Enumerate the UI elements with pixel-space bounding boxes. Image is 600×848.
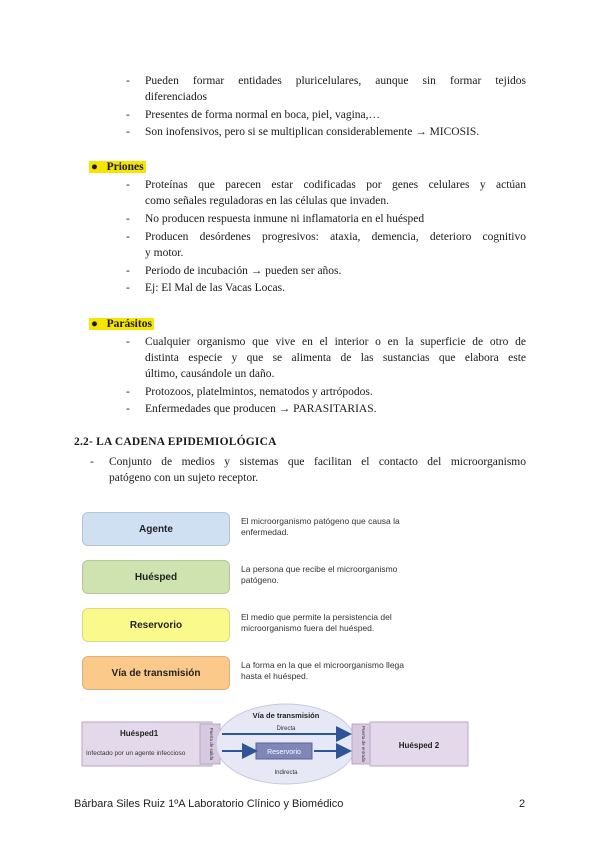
chain-box-reservorio: Reservorio (82, 608, 230, 642)
chain-desc: La persona que recibe el microorganismo patógeno. (241, 564, 398, 585)
chain-box-agente: Agente (82, 512, 230, 546)
list-item-line: Producen desórdenes progresivos: ataxia, demencia, deterioro cognitivo (145, 231, 526, 243)
list-dash: - (126, 231, 130, 243)
route-indirect-label: Indirecta (274, 770, 298, 776)
list-item-line: Proteínas que parecen estar codificadas por genes celulares y actúan (145, 179, 526, 191)
chain-desc: El medio que permite la persistencia del microorganismo fuera del huésped. (241, 612, 392, 633)
list-item-line: como señales reguladoras en las células que invaden. (145, 195, 389, 207)
list-dash: - (126, 386, 130, 398)
footer-author: Bárbara Siles Ruiz 1ºA Laboratorio Clínico y Biomédico (74, 798, 344, 810)
bullet-dot-icon: ● (91, 161, 107, 173)
list-dash: - (126, 75, 130, 87)
chain-box-via: Vía de transmisión (82, 656, 230, 690)
chain-desc: La forma en la que el microorganismo llega hasta el huésped. (241, 660, 405, 681)
list-dash: - (126, 265, 130, 277)
host1-title: Huésped1 (120, 729, 159, 738)
reservoir-label: Reservorio (267, 749, 301, 756)
list-item-line: y motor. (145, 247, 184, 259)
chain-desc: El microorganismo patógeno que causa la enfermedad. (241, 516, 400, 537)
list-item-line: distinta especie y que se alimenta de las sustancias que elabora este (145, 352, 526, 364)
list-dash: - (126, 403, 130, 415)
section-title: Parásitos (106, 318, 152, 330)
list-item-line: Pueden formar entidades pluricelulares, aunque sin formar tejidos (145, 75, 526, 87)
route-direct-label: Directa (276, 726, 296, 732)
list-item-line: Cualquier organismo que vive en el interior o en la superficie de otro de (145, 336, 526, 348)
section-heading-priones (89, 160, 146, 175)
list-item-line: Presentes de forma normal en boca, piel, vagina,… (145, 109, 381, 121)
entry-door-label: Puerta de entrada (361, 725, 366, 763)
page-number: 2 (519, 798, 526, 810)
section-heading-cadena: 2.2- LA CADENA EPIDEMIOLÓGICA (74, 436, 277, 448)
list-item-line: Ej: El Mal de las Vacas Locas. (145, 282, 285, 294)
host1-sub: Infectado por un agente infeccioso (86, 750, 186, 757)
host2-title: Huésped 2 (398, 741, 440, 750)
list-dash: - (126, 126, 130, 138)
route-title: Vía de transmisión (252, 711, 320, 720)
list-item-line: No producen respuesta inmune ni inflamatoria en el huésped (145, 213, 425, 225)
intro-line: patógeno con un sujeto receptor. (109, 472, 259, 484)
list-item-line: Periodo de incubación → pueden ser años. (145, 265, 342, 277)
list-item-line: Enfermedades que producen → PARASITARIAS. (145, 403, 377, 415)
list-item-line: último, causándole un daño. (145, 368, 275, 380)
list-item-line: Protozoos, platelmintos, nematodos y artrópodos. (145, 386, 373, 398)
list-dash: - (126, 109, 130, 121)
list-item-line: diferenciados (145, 91, 207, 103)
list-dash: - (90, 456, 94, 468)
list-dash: - (126, 179, 130, 191)
list-dash: - (126, 336, 130, 348)
transmission-diagram (74, 700, 474, 786)
list-dash: - (126, 213, 130, 225)
exit-door-label: Puerta de salida (209, 727, 214, 761)
intro-line: Conjunto de medios y sistemas que facilitan el contacto del microorganismo (109, 456, 526, 468)
bullet-dot-icon: ● (91, 318, 107, 330)
chain-box-huesped: Huésped (82, 560, 230, 594)
list-item-line: Son inofensivos, pero si se multiplican considerablemente → MICOSIS. (145, 126, 480, 138)
list-dash: - (126, 282, 130, 294)
section-title: Priones (106, 161, 144, 173)
section-heading-parasitos (89, 317, 154, 332)
